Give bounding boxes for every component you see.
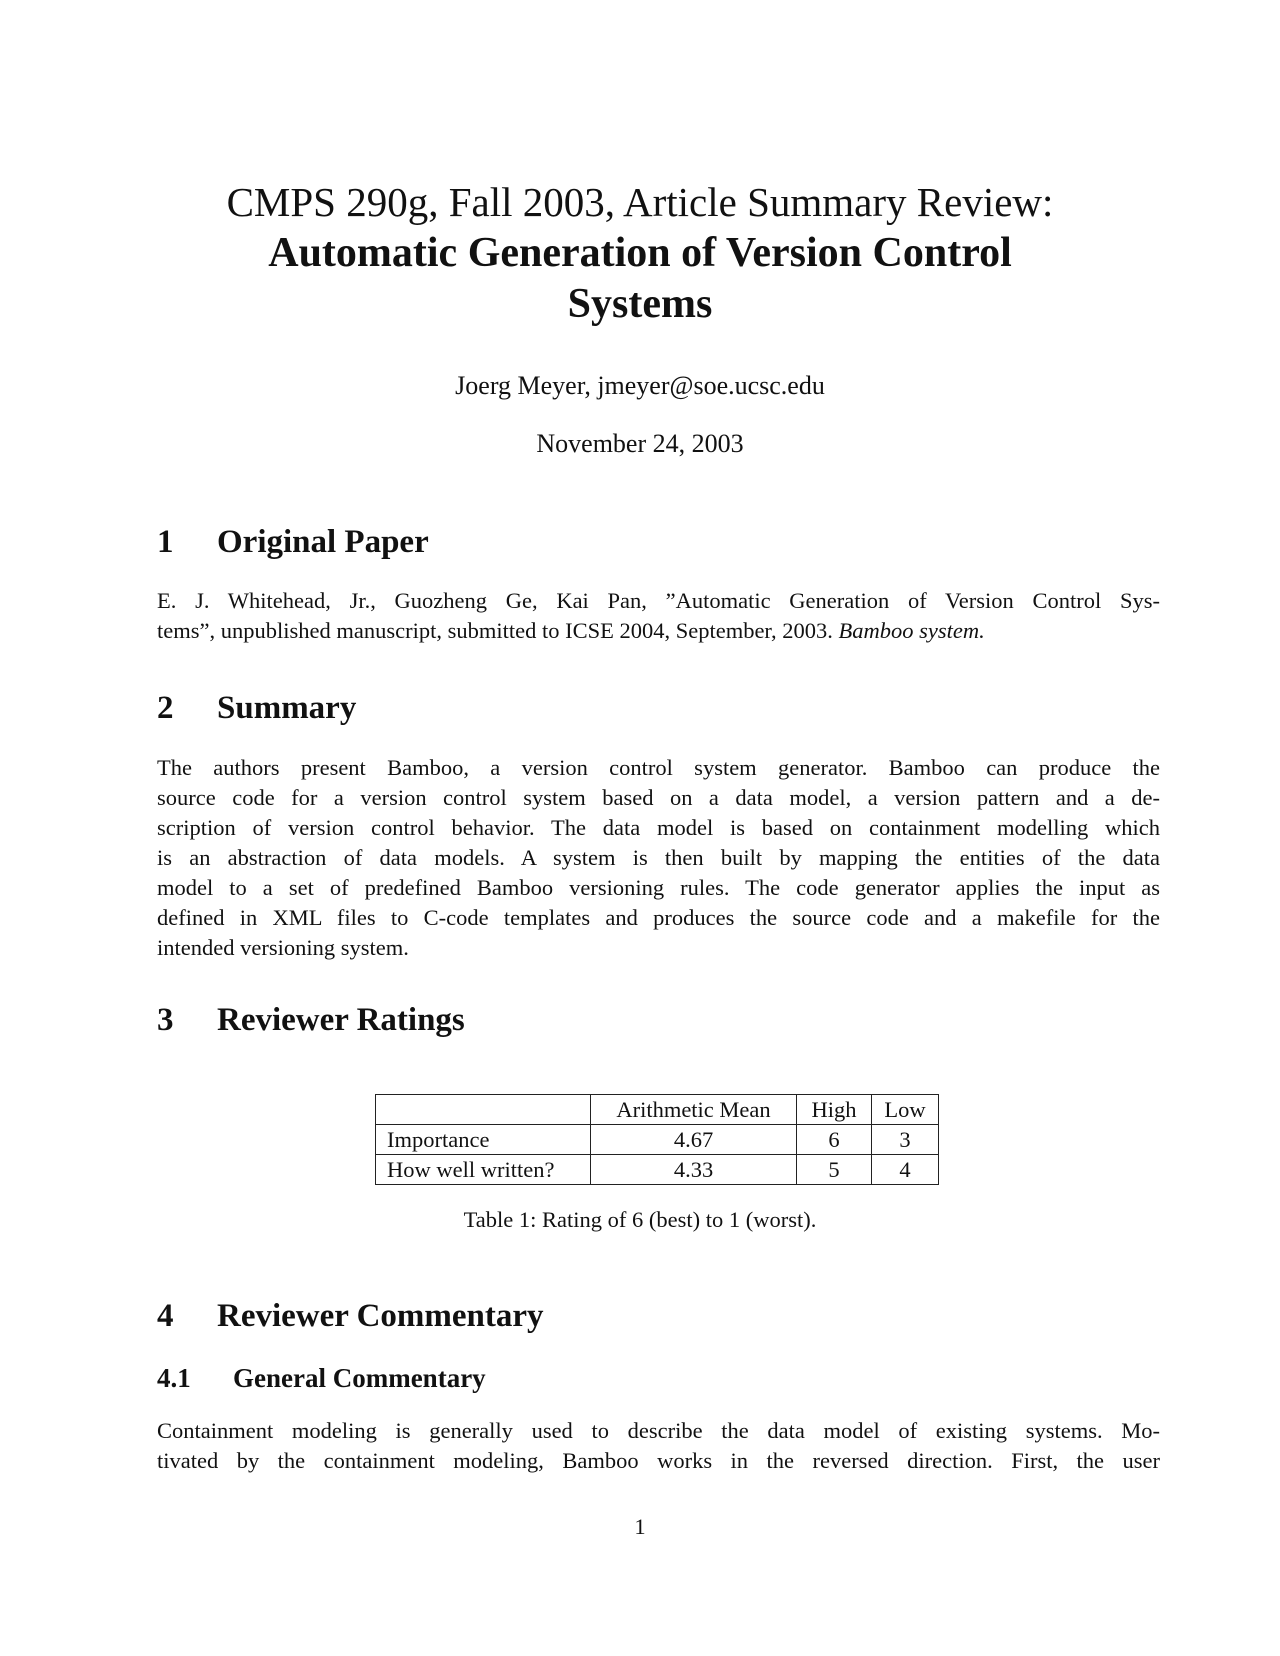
subsection-number: 4.1 [157, 1363, 191, 1393]
section-number: 3 [157, 1002, 174, 1038]
paragraph-line: is an abstraction of data models. A system is then built by mapping the entities of the data [157, 845, 1160, 870]
paragraph-line: intended versioning system. [157, 935, 409, 960]
table-cell-mean: 4.67 [591, 1125, 797, 1155]
table-row [376, 1125, 939, 1155]
table-header-cell: Arithmetic Mean [591, 1095, 797, 1125]
paper-title-line-2: Systems [567, 281, 713, 327]
course-title: CMPS 290g, Fall 2003, Article Summary Review: [226, 179, 1054, 225]
section-heading-original-paper [157, 522, 429, 562]
table-header-cell: High [797, 1095, 872, 1125]
paragraph-line: scription of version control behavior. The data model is based on containment modelling which [157, 815, 1160, 840]
section-heading-summary [157, 688, 356, 728]
table-caption: Table 1: Rating of 6 (best) to 1 (worst). [463, 1207, 817, 1232]
section-number: 2 [157, 690, 174, 726]
date-line: November 24, 2003 [536, 429, 744, 458]
paragraph-line [157, 616, 1160, 646]
section-title: Summary [217, 690, 357, 726]
section-title: Original Paper [217, 524, 429, 560]
subsection-title: General Commentary [233, 1363, 486, 1393]
table-header-row [376, 1095, 939, 1125]
table-cell-high: 5 [797, 1155, 872, 1185]
paragraph-line: The authors present Bamboo, a version control system generator. Bamboo can produce the [157, 755, 1160, 780]
section-number: 1 [157, 524, 174, 560]
section-title: Reviewer Ratings [217, 1002, 465, 1038]
table-row-label: Importance [376, 1125, 591, 1155]
citation-italic-text: Bamboo system. [838, 618, 985, 643]
title-block [150, 178, 1130, 330]
table-cell-low: 3 [872, 1125, 939, 1155]
table-header-cell: Low [872, 1095, 939, 1125]
paper-title [150, 228, 1130, 330]
ratings-table [375, 1094, 939, 1185]
section-heading-reviewer-commentary [157, 1296, 544, 1336]
paragraph-line: defined in XML files to C-code templates and produces the source code and a makefile for the [157, 905, 1160, 930]
paper-title-line-1: Automatic Generation of Version Control [268, 230, 1012, 276]
paragraph-line: model to a set of predefined Bamboo versioning rules. The code generator applies the input as [157, 875, 1160, 900]
page-number: 1 [634, 1514, 646, 1539]
table-cell-low: 4 [872, 1155, 939, 1185]
table-cell-high: 6 [797, 1125, 872, 1155]
summary-paragraph [157, 753, 1160, 963]
table-header-cell [376, 1095, 591, 1125]
paragraph-line: Containment modeling is generally used to describe the data model of existing systems. Mo- [157, 1418, 1160, 1443]
general-commentary-paragraph [157, 1416, 1160, 1476]
table-cell-mean: 4.33 [591, 1155, 797, 1185]
section-heading-reviewer-ratings [157, 1000, 465, 1040]
paragraph-line: tivated by the containment modeling, Bamboo works in the reversed direction. First, the user [157, 1448, 1160, 1473]
table-row [376, 1155, 939, 1185]
paragraph-line: source code for a version control system based on a data model, a version pattern and a de- [157, 785, 1160, 810]
section-title: Reviewer Commentary [217, 1298, 544, 1334]
table-row-label: How well written? [376, 1155, 591, 1185]
subsection-heading-general-commentary [157, 1361, 486, 1395]
citation-text: tems”, unpublished manuscript, submitted to ICSE 2004, September, 2003. [157, 618, 833, 643]
paragraph-line: E. J. Whitehead, Jr., Guozheng Ge, Kai Pan, ”Automatic Generation of Version Control Sys- [157, 588, 1160, 613]
section-number: 4 [157, 1298, 174, 1334]
original-paper-citation [157, 586, 1160, 646]
author-line: Joerg Meyer, jmeyer@soe.ucsc.edu [455, 371, 825, 400]
